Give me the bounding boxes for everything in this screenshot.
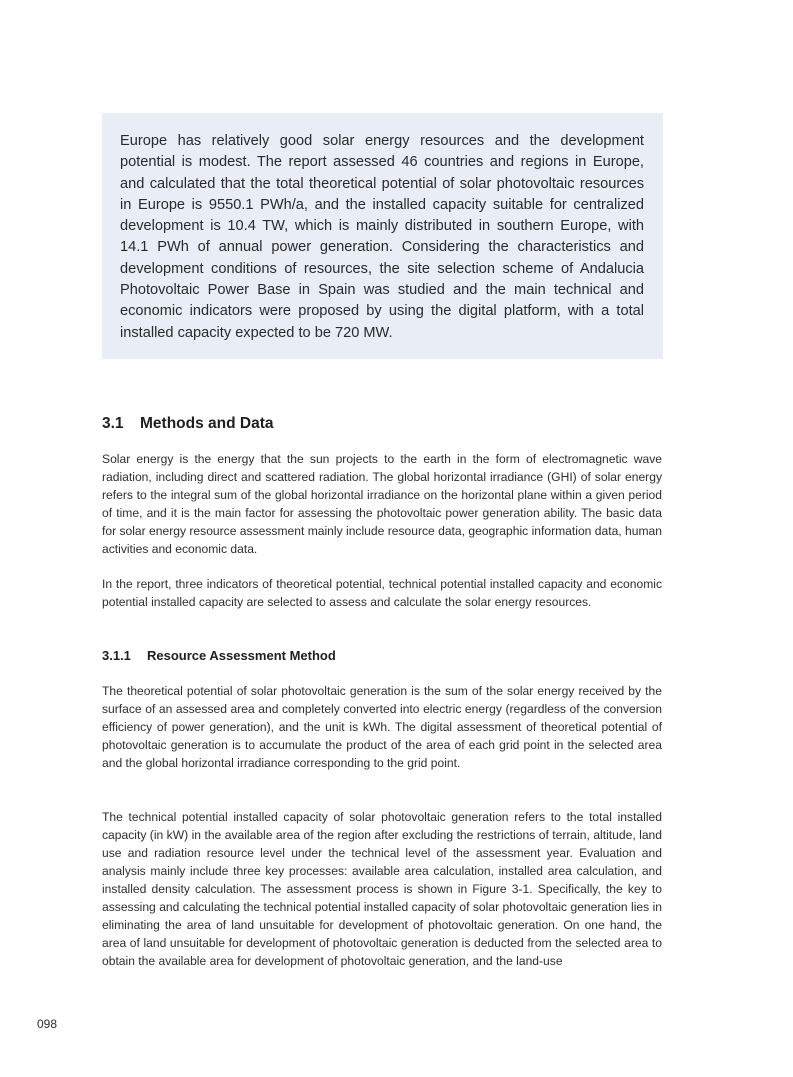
paragraph-indicators: In the report, three indicators of theoretical potential, technical potential installed capacity and economic potential installed capacity are selected to assess and calculate the solar energy resources. bbox=[102, 577, 662, 609]
paragraph-technical-potential: The technical potential installed capacity of solar photovoltaic generation refers to the total installed capacity (in kW) in the available area of the region after excluding the restrictions of terrain, altitude, land use and radiation resource level under the technical level of the assessment year. Evaluation and analysis mainly include three key processes: available area calculation, installed area calculation, and installed density calculation. The assessment process is shown in Figure 3-1. Specifically, the key to assessing and calculating the technical potential installed capacity of solar photovoltaic generation lies in eliminating the area of land unsuitable for development of photovoltaic generation. On one hand, the area of land unsuitable for development of photovoltaic generation is deducted from the selected area to obtain the available area for development of photovoltaic generation, and the land-use bbox=[102, 810, 662, 968]
paragraph-theoretical-potential: The theoretical potential of solar photovoltaic generation is the sum of the solar energy received by the surface of an assessed area and completely converted into electric energy (regardless of the conversion efficiency of power generation), and the unit is kWh. The digital assessment of theoretical potential of photovoltaic generation is to accumulate the product of the area of each grid point in the selected area and the global horizontal irradiance corresponding to the grid point. bbox=[102, 684, 662, 770]
summary-box bbox=[102, 113, 663, 359]
section-title: Methods and Data bbox=[140, 415, 274, 432]
section-number: 3.1 bbox=[102, 415, 124, 432]
section-heading bbox=[102, 415, 273, 433]
paragraph-solar-energy-definition: Solar energy is the energy that the sun projects to the earth in the form of electromagnetic wave radiation, including direct and scattered radiation. The global horizontal irradiance (GHI) of solar energy refers to the integral sum of the global horizontal irradiance on the horizontal plane within a given period of time, and it is the main factor for assessing the photovoltaic power generation ability. The basic data for solar energy resource assessment mainly include resource data, geographic information data, human activities and economic data. bbox=[102, 452, 662, 556]
subsection-heading bbox=[102, 648, 336, 663]
summary-text: Europe has relatively good solar energy resources and the development potential is modest. The report assessed 46 countries and regions in Europe, and calculated that the total theoretical potential of solar photovoltaic resources in Europe is 9550.1 PWh/a, and the installed capacity suitable for centralized development is 10.4 TW, which is mainly distributed in southern Europe, with 14.1 PWh of annual power generation. Considering the characteristics and development conditions of resources, the site selection scheme of Andalucia Photovoltaic Power Base in Spain was studied and the main technical and economic indicators were proposed by using the digital platform, with a total installed capacity expected to be 720 MW. bbox=[120, 133, 644, 341]
subsection-number: 3.1.1 bbox=[102, 648, 131, 663]
subsection-title: Resource Assessment Method bbox=[147, 648, 336, 663]
page-number: 098 bbox=[37, 1017, 58, 1031]
